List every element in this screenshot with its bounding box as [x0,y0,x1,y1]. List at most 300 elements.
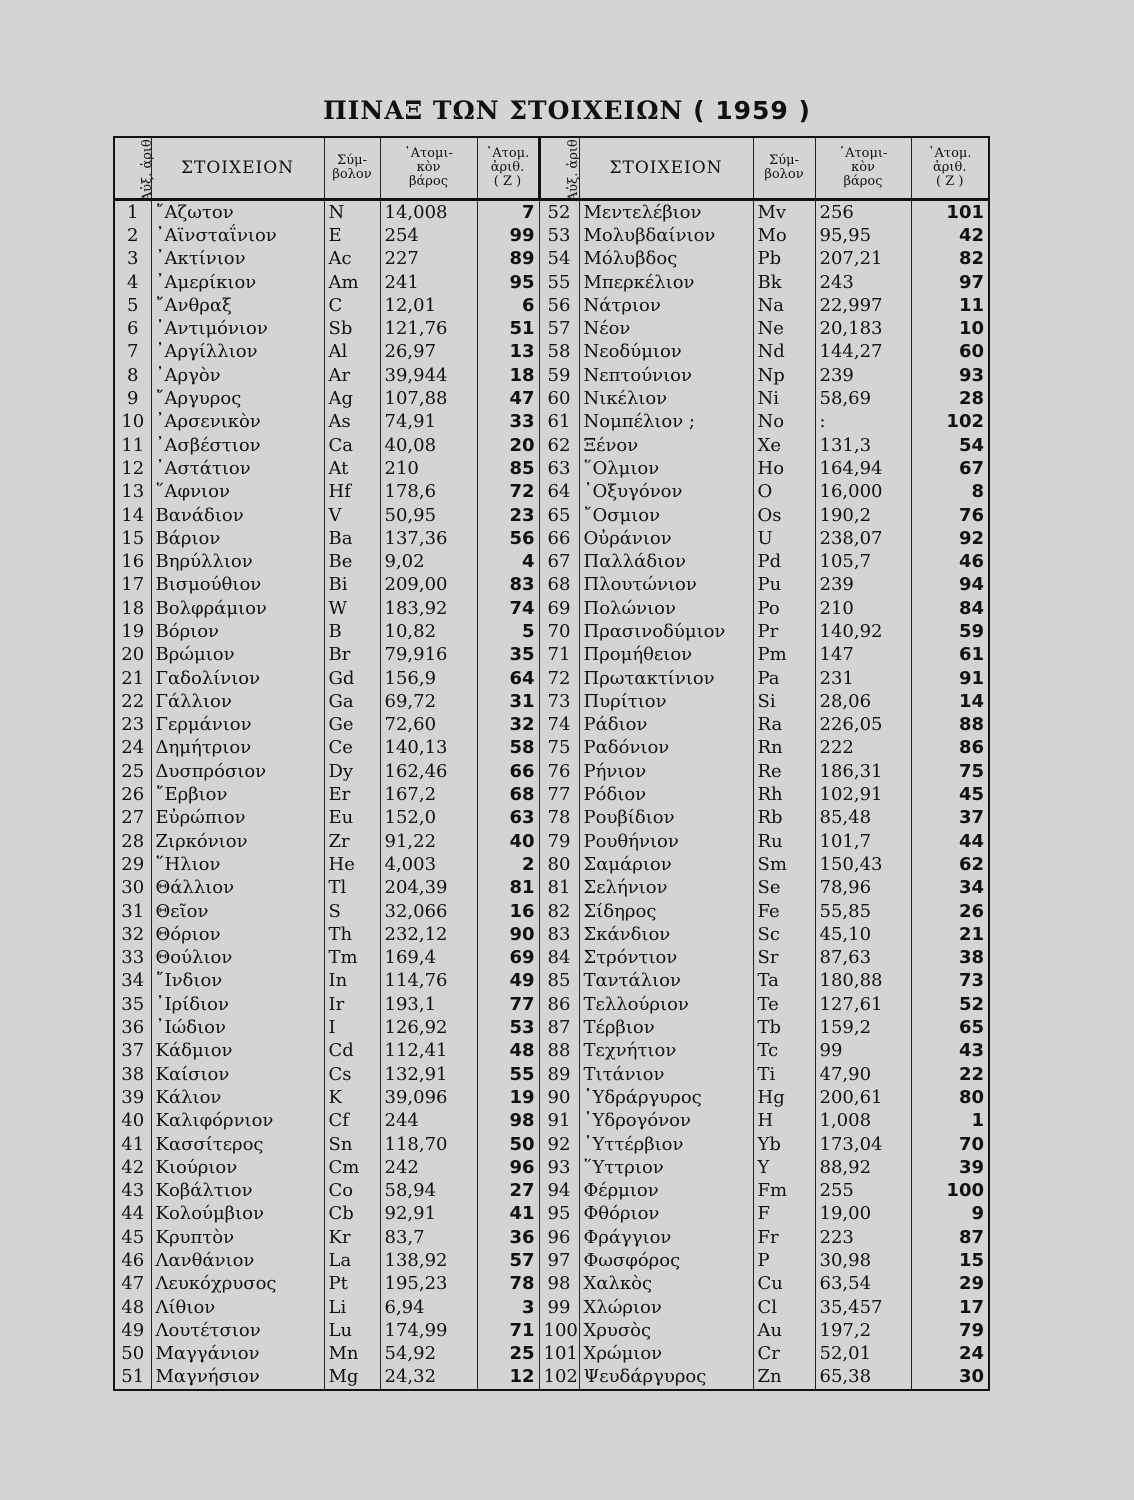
atomic-weight: 190,2 [815,504,911,527]
element-name: Σαμάριον [579,853,753,876]
table-row [114,1016,989,1039]
symbol: Am [324,271,380,294]
number: 77 [539,783,579,806]
number: 96 [539,1226,579,1249]
atomic-number: 28 [911,387,989,410]
table-row [114,1203,989,1226]
symbol: Sr [753,947,815,970]
atomic-weight: 255 [815,1179,911,1202]
atomic-number: 34 [911,877,989,900]
element-name: Σκάνδιον [579,923,753,946]
element-name: ᾿Αϊνσταΐνιον [151,224,324,247]
number: 46 [114,1249,151,1272]
atomic-weight: 107,88 [380,387,477,410]
symbol: Ac [324,248,380,271]
element-name: Νεοδύμιον [579,341,753,364]
atomic-weight: 24,32 [380,1366,477,1390]
atomic-number: 82 [911,248,989,271]
symbol: S [324,900,380,923]
table-row [114,1156,989,1179]
symbol: Co [324,1179,380,1202]
atomic-weight: 223 [815,1226,911,1249]
atomic-number: 35 [477,644,539,667]
atomic-number: 39 [911,1156,989,1179]
atomic-number: 84 [911,597,989,620]
atomic-weight: 186,31 [815,760,911,783]
number: 69 [539,597,579,620]
table-row [114,574,989,597]
element-name: Πλουτώνιον [579,574,753,597]
element-name: ᾿Αργίλλιον [151,341,324,364]
atomic-number: 44 [911,830,989,853]
atomic-weight: 19,00 [815,1203,911,1226]
element-name: Φράγγιον [579,1226,753,1249]
atomic-number: 33 [477,411,539,434]
number: 30 [114,877,151,900]
element-name: Πρασινοδύμιον [579,620,753,643]
number: 37 [114,1040,151,1063]
atomic-number: 24 [911,1343,989,1366]
atomic-number: 79 [911,1319,989,1342]
number: 1 [114,200,151,225]
atomic-weight: 83,7 [380,1226,477,1249]
number: 93 [539,1156,579,1179]
title-text: ΠΙΝΑΞ ΤΩΝ ΣΤΟΙΧΕΙΩΝ [323,96,684,125]
atomic-weight: 207,21 [815,248,911,271]
number: 92 [539,1133,579,1156]
atomic-number: 67 [911,457,989,480]
symbol: Re [753,760,815,783]
symbol: Pt [324,1273,380,1296]
symbol: Ca [324,434,380,457]
table-row [114,294,989,317]
atomic-weight: 167,2 [380,783,477,806]
header-element-right: ΣΤΟΙΧΕΙΟΝ [579,137,753,200]
table-row [114,504,989,527]
table-row [114,364,989,387]
number: 22 [114,690,151,713]
number: 27 [114,807,151,830]
element-name: Ξένον [579,434,753,457]
atomic-number: 59 [911,620,989,643]
symbol: Mv [753,200,815,225]
element-name: ῞Ηλιον [151,853,324,876]
symbol: Th [324,923,380,946]
atomic-weight: 183,92 [380,597,477,620]
header-number-right: Αὐξ. ἀριθ. [539,137,579,200]
symbol: Sn [324,1133,380,1156]
symbol: E [324,224,380,247]
atomic-weight: 200,61 [815,1086,911,1109]
atomic-number: 18 [477,364,539,387]
number: 58 [539,341,579,364]
table-row [114,271,989,294]
atomic-number: 63 [477,807,539,830]
atomic-number: 89 [477,248,539,271]
number: 39 [114,1086,151,1109]
atomic-number: 37 [911,807,989,830]
table-row [114,411,989,434]
atomic-number: 78 [477,1273,539,1296]
atomic-number: 10 [911,317,989,340]
atomic-number: 96 [477,1156,539,1179]
table-row [114,597,989,620]
atomic-weight: 222 [815,737,911,760]
element-name: ᾿Αστάτιον [151,457,324,480]
atomic-number: 94 [911,574,989,597]
header-symbol-right: Σύμ- βολον [753,137,815,200]
symbol: Pa [753,667,815,690]
number: 35 [114,993,151,1016]
atomic-number: 71 [477,1319,539,1342]
atomic-number: 88 [911,714,989,737]
atomic-weight: 169,4 [380,947,477,970]
element-name: Χρυσὸς [579,1319,753,1342]
number: 70 [539,620,579,643]
table-row [114,1343,989,1366]
atomic-weight: 79,916 [380,644,477,667]
symbol: Fe [753,900,815,923]
atomic-weight: 6,94 [380,1296,477,1319]
atomic-number: 85 [477,457,539,480]
table-row [114,1179,989,1202]
table-row [114,434,989,457]
table-row [114,317,989,340]
atomic-number: 75 [911,760,989,783]
element-name: Βισμούθιον [151,574,324,597]
atomic-weight: 101,7 [815,830,911,853]
element-name: ᾿Ασβέστιον [151,434,324,457]
number: 97 [539,1249,579,1272]
atomic-number: 95 [477,271,539,294]
number: 98 [539,1273,579,1296]
table-row [114,1249,989,1272]
number: 6 [114,317,151,340]
element-name: ῎Αζωτον [151,200,324,225]
number: 41 [114,1133,151,1156]
number: 79 [539,830,579,853]
element-name: Γερμάνιον [151,714,324,737]
atomic-weight: 180,88 [815,970,911,993]
symbol: Pd [753,550,815,573]
number: 45 [114,1226,151,1249]
atomic-weight: 45,10 [815,923,911,946]
element-name: ᾿Ιρίδιον [151,993,324,1016]
atomic-weight: 173,04 [815,1133,911,1156]
number: 94 [539,1179,579,1202]
symbol: Mg [324,1366,380,1390]
element-name: Ράδιον [579,714,753,737]
symbol: Cm [324,1156,380,1179]
atomic-weight: 114,76 [380,970,477,993]
number: 36 [114,1016,151,1039]
element-name: Κολούμβιον [151,1203,324,1226]
number: 17 [114,574,151,597]
element-name: Κιούριον [151,1156,324,1179]
atomic-weight: 28,06 [815,690,911,713]
atomic-number: 46 [911,550,989,573]
atomic-weight: 22,997 [815,294,911,317]
table-row [114,947,989,970]
number: 65 [539,504,579,527]
table-row [114,900,989,923]
element-name: ᾿Αρσενικὸν [151,411,324,434]
atomic-number: 102 [911,411,989,434]
number: 48 [114,1296,151,1319]
atomic-weight: 52,01 [815,1343,911,1366]
table-row [114,853,989,876]
atomic-weight: 14,008 [380,200,477,225]
number: 13 [114,481,151,504]
table-row [114,690,989,713]
symbol: Be [324,550,380,573]
table-row [114,993,989,1016]
symbol: Ga [324,690,380,713]
symbol: F [753,1203,815,1226]
atomic-weight: 193,1 [380,993,477,1016]
table-row [114,550,989,573]
atomic-weight: 178,6 [380,481,477,504]
symbol: Cu [753,1273,815,1296]
number: 50 [114,1343,151,1366]
number: 3 [114,248,151,271]
atomic-number: 72 [477,481,539,504]
number: 64 [539,481,579,504]
symbol: K [324,1086,380,1109]
atomic-number: 15 [911,1249,989,1272]
atomic-weight: 152,0 [380,807,477,830]
element-name: Ρήνιον [579,760,753,783]
symbol: Ag [324,387,380,410]
table-row [114,783,989,806]
symbol: Tb [753,1016,815,1039]
symbol: Mo [753,224,815,247]
atomic-number: 80 [911,1086,989,1109]
atomic-weight: 112,41 [380,1040,477,1063]
element-name: Ζιρκόνιον [151,830,324,853]
table-row [114,877,989,900]
atomic-weight: 242 [380,1156,477,1179]
element-name: Λανθάνιον [151,1249,324,1272]
element-name: Πυρίτιον [579,690,753,713]
symbol: Cl [753,1296,815,1319]
atomic-weight: 131,3 [815,434,911,457]
atomic-weight: 138,92 [380,1249,477,1272]
number: 47 [114,1273,151,1296]
atomic-weight: 195,23 [380,1273,477,1296]
symbol: Dy [324,760,380,783]
symbol: Ru [753,830,815,853]
atomic-number: 98 [477,1110,539,1133]
number: 55 [539,271,579,294]
element-name: Οὐράνιον [579,527,753,550]
atomic-weight: 159,2 [815,1016,911,1039]
element-name: Φωσφόρος [579,1249,753,1272]
atomic-number: 77 [477,993,539,1016]
atomic-weight: 9,02 [380,550,477,573]
element-name: ῎Αργυρος [151,387,324,410]
atomic-weight: 232,12 [380,923,477,946]
number: 14 [114,504,151,527]
header-element-left: ΣΤΟΙΧΕΙΟΝ [151,137,324,200]
element-name: Βανάδιον [151,504,324,527]
atomic-number: 31 [477,690,539,713]
number: 54 [539,248,579,271]
element-name: Θάλλιον [151,877,324,900]
atomic-weight: 140,92 [815,620,911,643]
symbol: La [324,1249,380,1272]
symbol: Xe [753,434,815,457]
atomic-number: 38 [911,947,989,970]
number: 16 [114,550,151,573]
table-row [114,224,989,247]
table-row [114,760,989,783]
symbol: Cb [324,1203,380,1226]
number: 29 [114,853,151,876]
symbol: In [324,970,380,993]
atomic-weight: 209,00 [380,574,477,597]
atomic-weight: 10,82 [380,620,477,643]
atomic-number: 73 [911,970,989,993]
number: 5 [114,294,151,317]
atomic-weight: 16,000 [815,481,911,504]
symbol: Bi [324,574,380,597]
atomic-weight: 226,05 [815,714,911,737]
symbol: Hg [753,1086,815,1109]
element-name: Δημήτριον [151,737,324,760]
number: 32 [114,923,151,946]
element-name: ᾿Αργὸν [151,364,324,387]
number: 12 [114,457,151,480]
atomic-weight: 30,98 [815,1249,911,1272]
element-name: Πρωτακτίνιον [579,667,753,690]
number: 24 [114,737,151,760]
atomic-weight: 244 [380,1110,477,1133]
number: 95 [539,1203,579,1226]
atomic-weight: 243 [815,271,911,294]
element-name: ᾿Αμερίκιον [151,271,324,294]
atomic-weight: 65,38 [815,1366,911,1390]
table-row [114,341,989,364]
symbol: P [753,1249,815,1272]
element-name: Δυσπρόσιον [151,760,324,783]
number: 20 [114,644,151,667]
symbol: At [324,457,380,480]
symbol: Li [324,1296,380,1319]
table-row [114,1226,989,1249]
atomic-number: 40 [477,830,539,853]
symbol: Ni [753,387,815,410]
symbol: Fr [753,1226,815,1249]
symbol: I [324,1016,380,1039]
element-name: Φθόριον [579,1203,753,1226]
symbol: Au [753,1319,815,1342]
atomic-weight: 164,94 [815,457,911,480]
atomic-number: 9 [911,1203,989,1226]
atomic-number: 68 [477,783,539,806]
atomic-number: 17 [911,1296,989,1319]
table-row [114,481,989,504]
symbol: B [324,620,380,643]
atomic-number: 70 [911,1133,989,1156]
element-name: Κοβάλτιον [151,1179,324,1202]
element-name: Ρουβίδιον [579,807,753,830]
element-name: ῎Ανθραξ [151,294,324,317]
number: 75 [539,737,579,760]
element-name: Μολυβδαίνιον [579,224,753,247]
table-row [114,457,989,480]
table-row [114,1296,989,1319]
element-name: Θόριον [151,923,324,946]
atomic-weight: 87,63 [815,947,911,970]
atomic-number: 97 [911,271,989,294]
atomic-weight: 88,92 [815,1156,911,1179]
atomic-weight: 132,91 [380,1063,477,1086]
symbol: Br [324,644,380,667]
number: 10 [114,411,151,434]
atomic-number: 19 [477,1086,539,1109]
table-row [114,1273,989,1296]
symbol: He [324,853,380,876]
symbol: Yb [753,1133,815,1156]
atomic-weight: 72,60 [380,714,477,737]
atomic-weight: 239 [815,364,911,387]
atomic-weight: 39,096 [380,1086,477,1109]
header-weight-right: ᾿Ατομι- κὸν βάρος [815,137,911,200]
symbol: Na [753,294,815,317]
atomic-number: 36 [477,1226,539,1249]
number: 62 [539,434,579,457]
element-name: Στρόντιον [579,947,753,970]
atomic-number: 51 [477,317,539,340]
atomic-weight: 137,36 [380,527,477,550]
atomic-weight: 174,99 [380,1319,477,1342]
atomic-number: 29 [911,1273,989,1296]
symbol: Ra [753,714,815,737]
number: 38 [114,1063,151,1086]
atomic-number: 8 [911,481,989,504]
table-row [114,1086,989,1109]
element-name: Μόλυβδος [579,248,753,271]
atomic-number: 21 [911,923,989,946]
atomic-weight: 39,944 [380,364,477,387]
atomic-weight: 95,95 [815,224,911,247]
element-name: Ρουθήνιον [579,830,753,853]
element-name: Χλώριον [579,1296,753,1319]
number: 25 [114,760,151,783]
element-name: Κρυπτὸν [151,1226,324,1249]
atomic-number: 53 [477,1016,539,1039]
number: 53 [539,224,579,247]
symbol: Ge [324,714,380,737]
element-name: Γαδολίνιον [151,667,324,690]
number: 74 [539,714,579,737]
element-name: Τιτάνιον [579,1063,753,1086]
element-name: Νικέλιον [579,387,753,410]
number: 87 [539,1016,579,1039]
atomic-number: 23 [477,504,539,527]
table-row [114,1110,989,1133]
symbol: Ar [324,364,380,387]
element-name: ᾿Ιώδιον [151,1016,324,1039]
atomic-number: 58 [477,737,539,760]
symbol: Np [753,364,815,387]
number: 81 [539,877,579,900]
table-row [114,527,989,550]
atomic-weight: 102,91 [815,783,911,806]
atomic-number: 6 [477,294,539,317]
atomic-weight: 156,9 [380,667,477,690]
